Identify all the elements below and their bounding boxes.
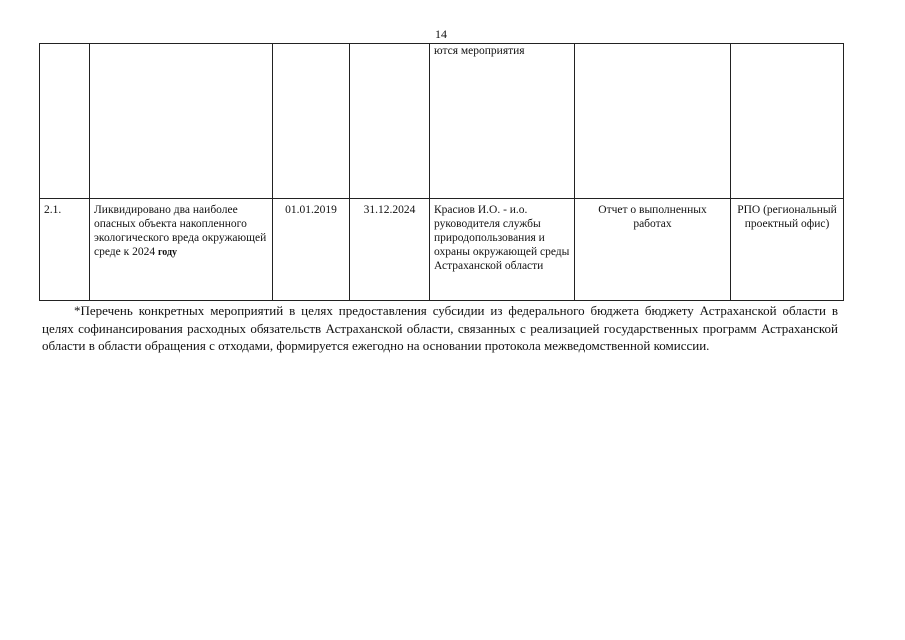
cell-start-date: 01.01.2019 — [273, 199, 350, 301]
cell-responsible-continued: ются мероприятия — [430, 44, 575, 199]
page-number: 14 — [435, 27, 447, 41]
cell-start-empty — [273, 44, 350, 199]
cell-num-empty — [40, 44, 90, 199]
table-row — [40, 199, 844, 301]
cell-result-empty — [90, 44, 273, 199]
result-year: году — [157, 247, 178, 258]
footnote: *Перечень конкретных мероприятий в целях предоставления субсидии из федерального бюджета бюджету Астраханской области в целях софинансирования расходных обязательств Астраханской области, связанных с реализацией государственных программ Астраханской области в области обращения с отходами, формируется ежегодно на основании протокола межведомственной комиссии. — [42, 303, 838, 353]
cell-report: Отчет о выполненных работах — [575, 199, 731, 301]
table-row-continued — [40, 44, 844, 199]
result-text: Ликвидировано два наиболее опасных объекта накопленного экологического вреда окружающей среде к 2024 — [94, 204, 267, 258]
cell-controller-empty — [731, 44, 844, 199]
cell-end-date: 31.12.2024 — [350, 199, 430, 301]
cell-num: 2.1. — [40, 199, 90, 301]
cell-result — [90, 199, 273, 301]
cell-controller: РПО (региональный проектный офис) — [731, 199, 844, 301]
cell-responsible: Красиов И.О. - и.о. руководителя службы природопользования и охраны окружающей среды Астраханской области — [430, 199, 575, 301]
cell-report-empty — [575, 44, 731, 199]
cell-end-empty — [350, 44, 430, 199]
activities-table — [39, 43, 844, 301]
